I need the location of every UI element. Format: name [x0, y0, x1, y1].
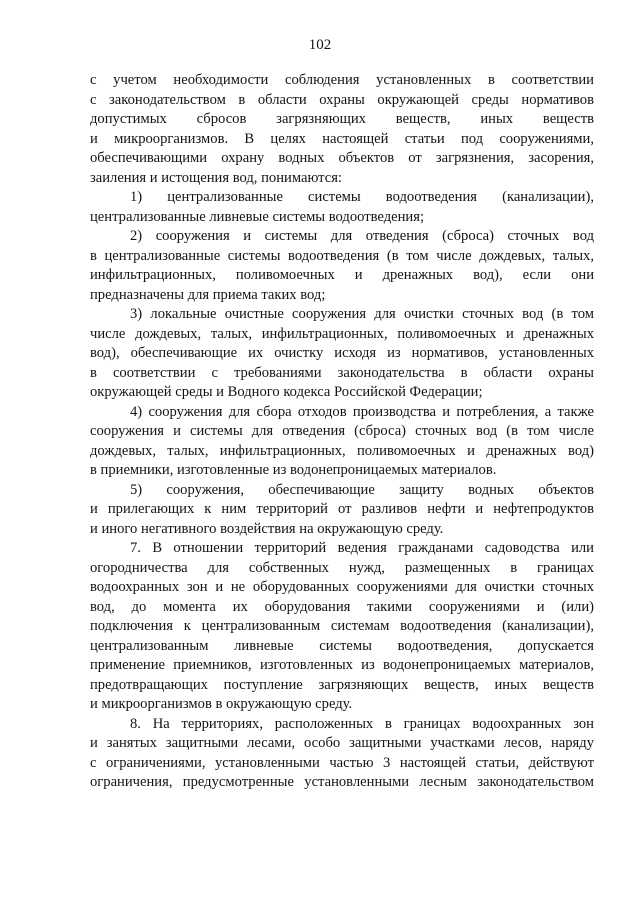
paragraph	[90, 403, 594, 481]
text-line: с законодательством в области охраны окружающей среды нормативов	[90, 91, 594, 108]
text-line: ограничения, предусмотренные установленными лесным законодательством	[90, 774, 594, 790]
paragraph	[90, 305, 594, 403]
text-line: вод, до момента их оборудования такими сооружениями и (или)	[90, 598, 594, 615]
text-line: числе дождевых, талых, инфильтрационных, поливомоечных и дренажных	[90, 325, 594, 342]
text-line: 3) локальные очистные сооружения для очистки сточных вод (в том	[130, 306, 594, 322]
text-line: в соответствии с требованиями законодательства в области охраны	[90, 364, 594, 381]
text-line: и занятых защитными лесами, особо защитными участками лесов, наряду	[90, 735, 594, 751]
text-line: в централизованные системы водоотведения (в том числе дождевых, талых,	[90, 247, 594, 264]
text-line: предотвращающих поступление загрязняющих веществ, иных веществ	[90, 676, 594, 693]
text-line: огородничества для собственных нужд, размещенных в границах	[90, 559, 594, 576]
text-line: 8. На территориях, расположенных в границах водоохранных зон	[130, 715, 594, 732]
text-line: и микроорганизмов. В целях настоящей статьи под сооружениями,	[90, 130, 594, 147]
text-line: с учетом необходимости соблюдения установленных в соответствии	[90, 72, 594, 88]
text-line: в приемники, изготовленные из водонепроницаемых материалов.	[90, 462, 497, 478]
paragraph	[90, 539, 594, 715]
text-line: применение приемников, изготовленных из водонепроницаемых материалов,	[90, 657, 594, 673]
text-line: и микроорганизмов в окружающую среду.	[90, 696, 353, 712]
text-line: сооружения и системы для отведения (сброса) сточных вод (в том числе	[90, 423, 594, 439]
paragraph	[90, 715, 594, 793]
text-line: централизованные ливневые системы водоотведения;	[90, 208, 425, 225]
text-line: 2) сооружения и системы для отведения (сброса) сточных вод	[130, 228, 594, 244]
text-line: 1) централизованные системы водоотведения (канализации),	[130, 189, 594, 205]
text-line: водоохранных зон и не оборудованных сооружениями для очистки сточных	[90, 579, 594, 595]
text-line: 5) сооружения, обеспечивающие защиту водных объектов	[130, 481, 594, 498]
text-line: предназначены для приема таких вод;	[90, 286, 326, 303]
text-line: и прилегающих к ним территорий от разливов нефти и нефтепродуктов	[90, 501, 594, 517]
text-line: заиления и истощения вод, понимаются:	[90, 169, 342, 186]
text-line: с ограничениями, установленными частью 3 настоящей статьи, действуют	[90, 754, 594, 771]
paragraph	[90, 481, 594, 540]
paragraph	[90, 227, 594, 305]
text-line: подключения к централизованным системам водоотведения (канализации),	[90, 618, 594, 634]
text-line: централизованным ливневые системы водоотведения, допускается	[90, 637, 594, 654]
text-line: и иного негативного воздействия на окружающую среду.	[90, 520, 444, 537]
text-line: 4) сооружения для сбора отходов производства и потребления, а также	[130, 403, 594, 420]
text-line: окружающей среды и Водного кодекса Российской Федерации;	[90, 384, 483, 400]
text-line: инфильтрационных, поливомоечных и дренажных вод), если они	[90, 267, 594, 283]
text-line: дождевых, талых, инфильтрационных, поливомоечных и дренажных вод)	[90, 442, 594, 459]
text-line: вод), обеспечивающие их очистку исходя из нормативов, установленных	[90, 345, 594, 361]
paragraph	[90, 71, 594, 188]
text-line: допустимых сбросов загрязняющих веществ, иных веществ	[90, 111, 594, 127]
paragraph	[90, 188, 594, 227]
text-line: 7. В отношении территорий ведения гражданами садоводства или	[130, 540, 594, 556]
document-body	[90, 71, 594, 793]
text-line: обеспечивающими охрану водных объектов от загрязнения, засорения,	[90, 150, 594, 166]
page-number: 102	[308, 37, 332, 53]
